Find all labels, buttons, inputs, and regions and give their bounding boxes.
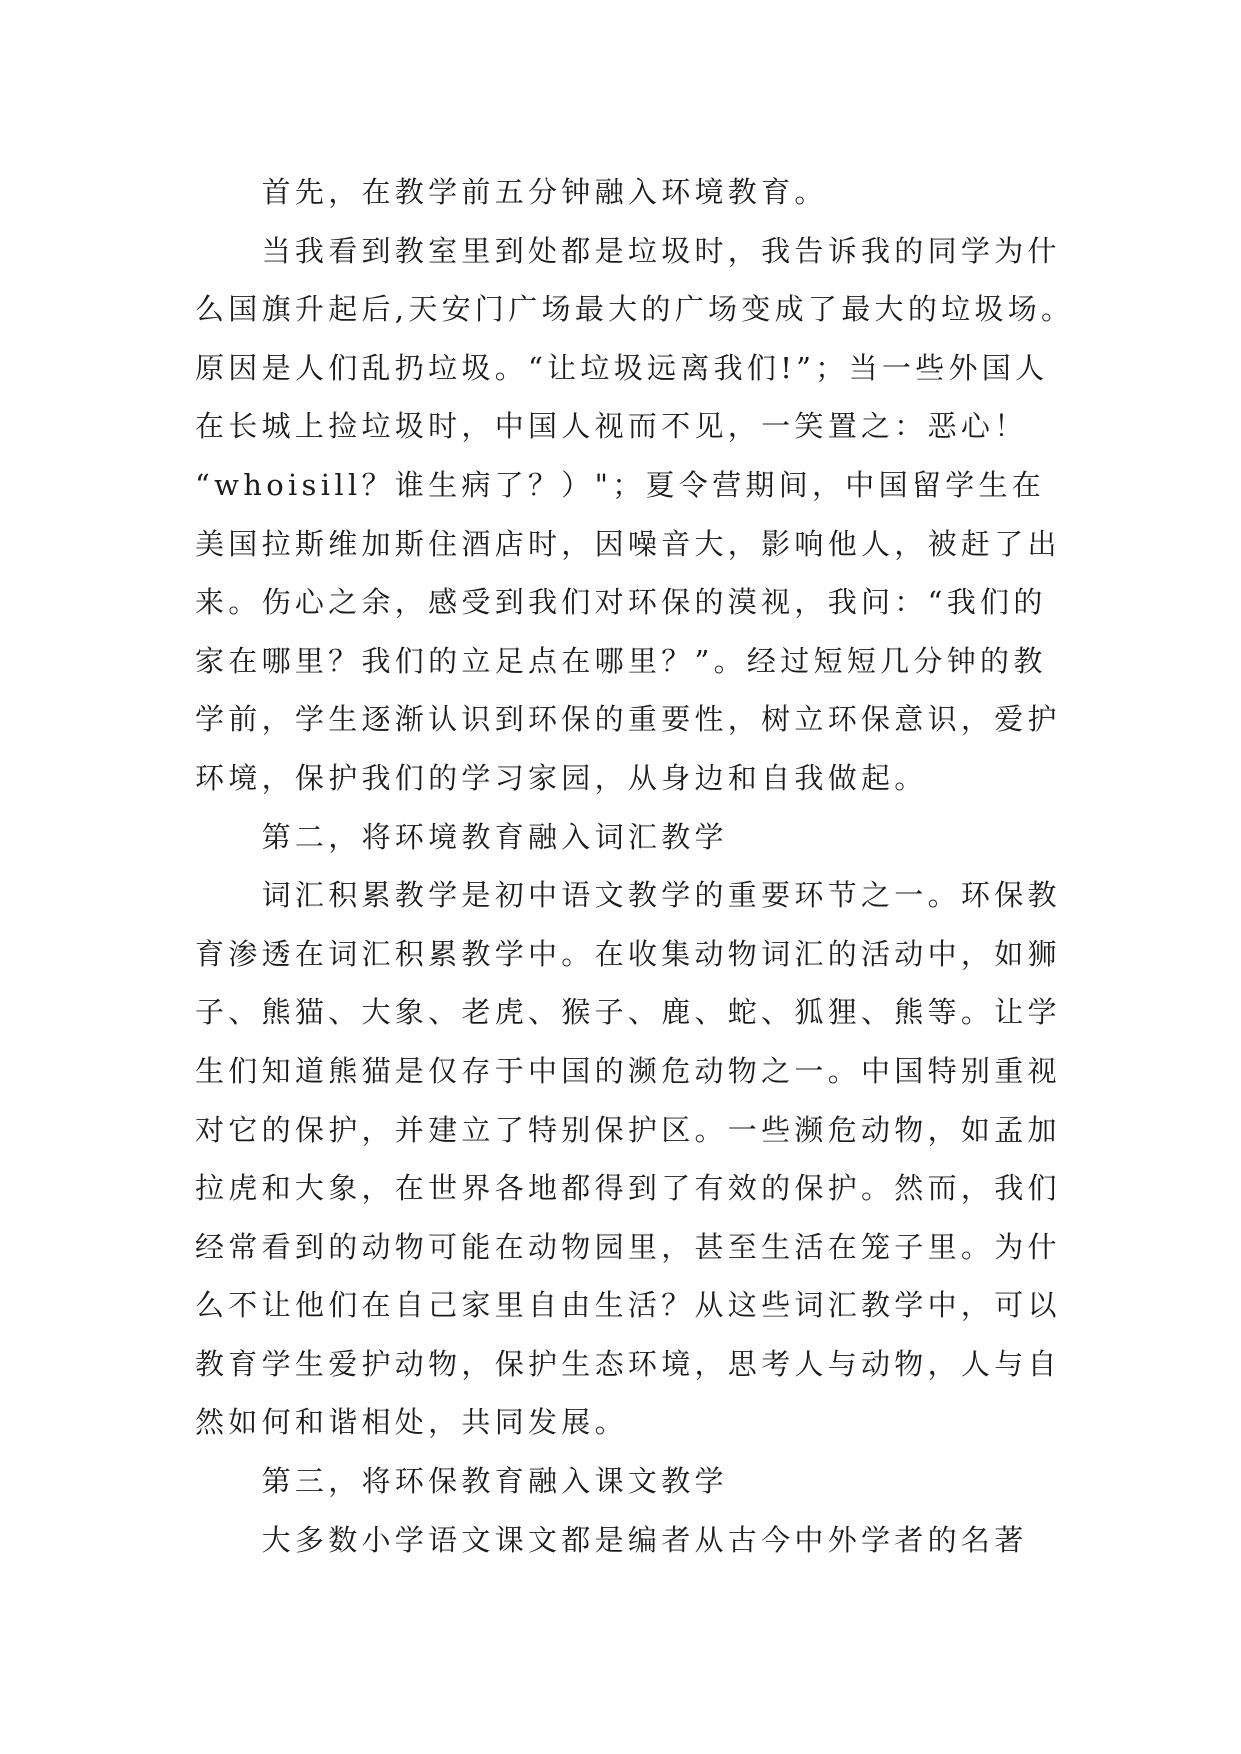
paragraph-line: 么国旗升起后,天安门广场最大的广场变成了最大的垃圾场。 <box>195 292 1075 327</box>
paragraph <box>195 222 1095 808</box>
section-heading-block <box>195 808 1095 867</box>
paragraph-line: 学前，学生逐渐认识到环保的重要性，树立环保意识，爱护 <box>195 702 1061 737</box>
paragraph-line: 家在哪里？我们的立足点在哪里？”。经过短短几分钟的教 <box>195 643 1047 678</box>
paragraph <box>195 866 1095 1452</box>
section-heading-block <box>195 163 1095 222</box>
paragraph-line: 原因是人们乱扔垃圾。“让垃圾远离我们!”；当一些外国人 <box>195 350 1049 385</box>
document-body <box>195 163 1095 1569</box>
paragraph-line: 在长城上捡垃圾时，中国人视而不见，一笑置之：恶心！ <box>195 409 1028 444</box>
paragraph <box>195 1511 1095 1570</box>
paragraph-line: 环境，保护我们的学习家园，从身边和自我做起。 <box>195 760 928 795</box>
section-heading-block <box>195 1452 1095 1511</box>
section-heading: 第二，将环境教育融入词汇教学 <box>261 819 728 854</box>
paragraph-line: 对它的保护，并建立了特别保护区。一些濒危动物，如孟加 <box>195 1112 1061 1147</box>
paragraph-line: 美国拉斯维加斯住酒店时，因噪音大，影响他人，被赶了出 <box>195 526 1061 561</box>
paragraph-line: 来。伤心之余，感受到我们对环保的漠视，我问：“我们的 <box>195 585 1047 620</box>
paragraph-line: 当我看到教室里到处都是垃圾时，我告诉我的同学为什 <box>261 233 1061 268</box>
paragraph-line: 么不让他们在自己家里自由生活？从这些词汇教学中，可以 <box>195 1288 1061 1323</box>
paragraph-line: 育渗透在词汇积累教学中。在收集动物词汇的活动中，如狮 <box>195 936 1061 971</box>
paragraph-line: 经常看到的动物可能在动物园里，甚至生活在笼子里。为什 <box>195 1229 1061 1264</box>
paragraph-line: 词汇积累教学是初中语文教学的重要环节之一。环保教 <box>261 878 1061 913</box>
paragraph-line: “whoisill？谁生病了？）"；夏令营期间，中国留学生在 <box>195 467 1046 502</box>
paragraph-line: 大多数小学语文课文都是编者从古今中外学者的名著 <box>261 1522 1028 1557</box>
paragraph-line: 子、熊猫、大象、老虎、猴子、鹿、蛇、狐狸、熊等。让学 <box>195 995 1061 1030</box>
paragraph-line: 生们知道熊猫是仅存于中国的濒危动物之一。中国特别重视 <box>195 1053 1061 1088</box>
section-heading: 第三，将环保教育融入课文教学 <box>261 1464 728 1499</box>
paragraph-line: 教育学生爱护动物，保护生态环境，思考人与动物，人与自 <box>195 1346 1061 1381</box>
paragraph-line: 拉虎和大象，在世界各地都得到了有效的保护。然而，我们 <box>195 1171 1061 1206</box>
section-heading: 首先，在教学前五分钟融入环境教育。 <box>261 175 828 209</box>
paragraph-line: 然如何和谐相处，共同发展。 <box>195 1405 628 1440</box>
